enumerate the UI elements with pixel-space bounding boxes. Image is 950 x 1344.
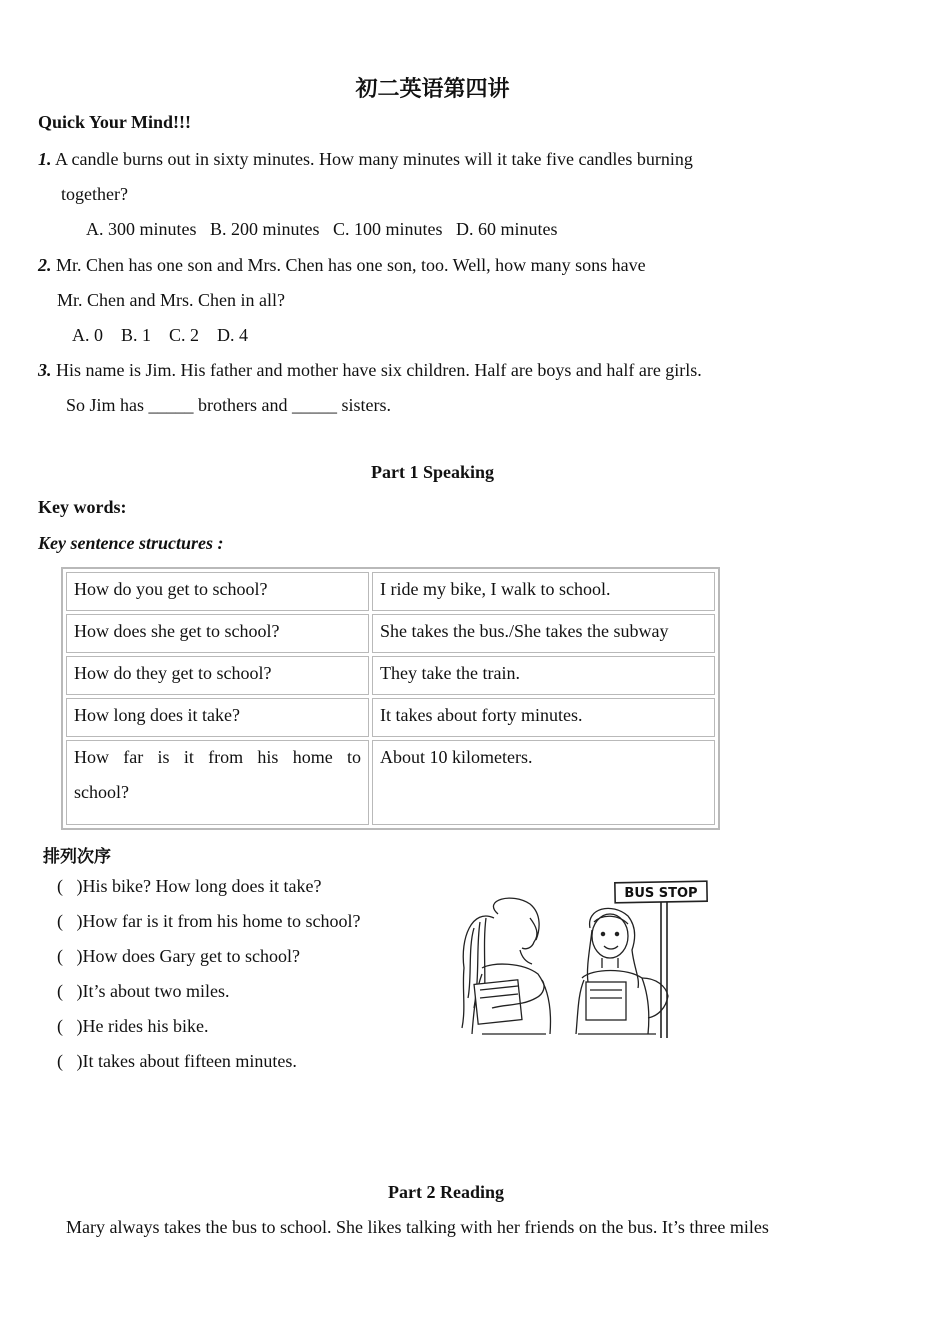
ordering-item: ( )How does Gary get to school? bbox=[57, 946, 300, 966]
key-structures-table bbox=[61, 567, 720, 830]
ordering-item: ( )He rides his bike. bbox=[57, 1016, 209, 1036]
table-cell-answer: They take the train. bbox=[372, 656, 715, 695]
table-cell-answer: She takes the bus./She takes the subway bbox=[372, 614, 715, 653]
table-cell-question: How do they get to school? bbox=[66, 656, 369, 695]
table-cell-question-line2: school? bbox=[74, 782, 129, 802]
reading-paragraph: Mary always takes the bus to school. She likes talking with her friends on the bus. It’s three miles bbox=[66, 1217, 769, 1237]
ordering-item: ( )How far is it from his home to school? bbox=[57, 911, 361, 931]
table-cell-question bbox=[66, 740, 369, 825]
table-cell-question: How long does it take? bbox=[66, 698, 369, 737]
question-2 bbox=[38, 255, 646, 276]
part2-heading: Part 2 Reading bbox=[388, 1182, 504, 1202]
bus-stop-sign bbox=[615, 881, 707, 1038]
table-cell-question-line1: How far is it from his home to bbox=[74, 747, 361, 767]
table-cell-answer: It takes about forty minutes. bbox=[372, 698, 715, 737]
ordering-item: ( )His bike? How long does it take? bbox=[57, 876, 322, 896]
question-number: 3. bbox=[38, 360, 52, 380]
question-2-options: A. 0 B. 1 C. 2 D. 4 bbox=[72, 325, 249, 345]
sign-text: BUS STOP bbox=[624, 886, 698, 901]
structures-label: Key sentence structures : bbox=[38, 533, 224, 553]
girl-with-curly-hair bbox=[462, 898, 551, 1034]
ordering-item: ( )It takes about fifteen minutes. bbox=[57, 1051, 297, 1071]
question-number: 1. bbox=[38, 149, 52, 169]
table-cell-answer: About 10 kilometers. bbox=[372, 740, 715, 825]
question-text: Mr. Chen has one son and Mrs. Chen has one son, too. Well, how many sons have bbox=[56, 255, 646, 275]
question-2-cont: Mr. Chen and Mrs. Chen in all? bbox=[57, 290, 285, 310]
question-3 bbox=[38, 360, 702, 381]
table-row bbox=[66, 698, 715, 737]
ordering-item: ( )It’s about two miles. bbox=[57, 981, 230, 1001]
table-cell-question: How does she get to school? bbox=[66, 614, 369, 653]
table-row bbox=[66, 656, 715, 695]
question-number: 2. bbox=[38, 255, 52, 275]
bus-stop-illustration bbox=[452, 878, 714, 1042]
table-cell-question: How do you get to school? bbox=[66, 572, 369, 611]
page-title: 初二英语第四讲 bbox=[355, 77, 510, 102]
girl-with-books bbox=[576, 908, 668, 1034]
table-row bbox=[66, 614, 715, 653]
warmup-heading: Quick Your Mind!!! bbox=[38, 112, 192, 132]
question-3-cont: So Jim has _____ brothers and _____ sisters. bbox=[66, 395, 391, 415]
question-1-options: A. 300 minutes B. 200 minutes C. 100 minutes D. 60 minutes bbox=[86, 219, 558, 239]
question-text: A candle burns out in sixty minutes. How many minutes will it take five candles burning bbox=[55, 149, 693, 169]
keywords-label: Key words: bbox=[38, 497, 127, 517]
ordering-label: 排列次序 bbox=[43, 847, 111, 867]
table-row bbox=[66, 740, 715, 825]
table-row bbox=[66, 572, 715, 611]
question-1-cont: together? bbox=[61, 184, 128, 204]
question-text: His name is Jim. His father and mother have six children. Half are boys and half are girls. bbox=[56, 360, 702, 380]
part1-heading: Part 1 Speaking bbox=[370, 462, 494, 482]
question-1 bbox=[38, 149, 693, 170]
table-cell-answer: I ride my bike, I walk to school. bbox=[372, 572, 715, 611]
